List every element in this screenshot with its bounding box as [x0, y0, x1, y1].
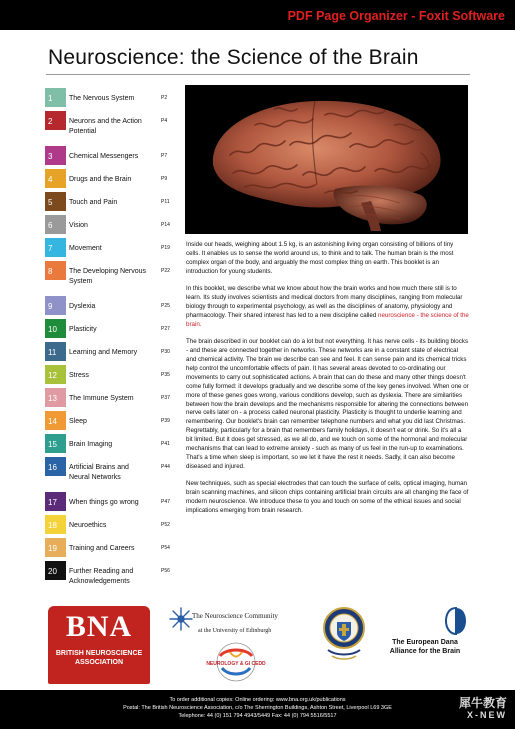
- toc-label: Vision: [69, 222, 88, 229]
- toc-page-number: P19: [161, 245, 170, 251]
- toc-number-badge: 2: [45, 111, 66, 130]
- toc-label: Touch and Pain: [69, 199, 118, 206]
- toc-number-badge: 10: [45, 319, 66, 338]
- logo-strip: [0, 604, 515, 690]
- toc-label: Brain Imaging: [69, 441, 113, 448]
- toc-number-badge: 1: [45, 88, 66, 107]
- toc-page-number: P11: [161, 199, 170, 205]
- toc-page-number: P52: [161, 522, 170, 528]
- title-divider: [46, 74, 470, 75]
- dana-alliance-logo: [388, 606, 472, 686]
- toc-page-number: P14: [161, 222, 170, 228]
- brain-illustration: [185, 85, 468, 234]
- toc-page-number: P7: [161, 153, 168, 159]
- dana-alliance-icon: [444, 606, 468, 636]
- brain-photo: [185, 85, 468, 234]
- toc-number-badge: 15: [45, 434, 66, 453]
- intro-paragraph-1: Inside our heads, weighing about 1.5 kg, is an astonishing living organ consisting of billions of tiny cells. It enables us to sense the world around us, to think and to talk. The human brain is the most complex organ of the body, and arguably the most complex thing on earth. This booklet is an introduction for young students.: [186, 241, 454, 275]
- bna-logo: [48, 606, 150, 684]
- intro-paragraph-2: [186, 285, 469, 330]
- toc-number-badge: 11: [45, 342, 66, 361]
- neuroscience-highlight: neuroscience - the science of the brain.: [186, 311, 469, 328]
- toc-label: The Nervous System: [69, 95, 135, 102]
- bna-logo-name: BRITISH NEUROSCIENCE ASSOCIATION: [55, 650, 143, 666]
- university-crest-icon: [322, 606, 366, 664]
- toc-page-number: P47: [161, 499, 170, 505]
- toc-label: Movement: [69, 245, 102, 252]
- toc-number-badge: 17: [45, 492, 66, 511]
- neurology-gi-cedd-logo: [206, 642, 266, 684]
- toc-page-number: P25: [161, 303, 170, 309]
- toc-label: Drugs and the Brain: [69, 176, 132, 183]
- toc-number-badge: 18: [45, 515, 66, 534]
- toc-label: Artificial Brains and Neural Networks: [69, 464, 129, 481]
- toc-label: When things go wrong: [69, 499, 139, 506]
- nsc-place: at the University of Edinburgh: [198, 628, 272, 634]
- toc-number-badge: 5: [45, 192, 66, 211]
- toc-label: Neuroethics: [69, 522, 107, 529]
- toc-number-badge: 4: [45, 169, 66, 188]
- toc-number-badge: 6: [45, 215, 66, 234]
- page-title: Neuroscience: the Science of the Brain: [48, 46, 419, 69]
- bna-logo-mark: BNA: [65, 610, 133, 643]
- toc-label: Dyslexia: [69, 303, 96, 310]
- footer-phone-line: Telephone: 44 (0) 151 794 4943/5449 Fax: 44 (0) 794 5516/5517: [178, 713, 337, 719]
- nsc-sub-label: NEUROLOGY & GI CEDD: [206, 661, 266, 667]
- footer-watermark-brand: 犀牛教育: [458, 696, 507, 710]
- intro-paragraph-3: The brain described in our booklet can do a lot but not everything. It has nerve cells - its building blocks - and these are connected together in networks. These networks are in a constant state of electrical and chemical activity. The brain we describe can see and feel. It can sense pain and its chemical tricks help control the uncomfortable effects of pain. It has several areas devoted to co-ordinating our movements to carry out sophisticated actions. A brain that can do these and many other things doesn't come fully formed: it develops gradually and we describe some of the key genes involved. When one or more of these genes goes wrong, various conditions develop, such as dyslexia. There are similarities between how the brain develops and the mechanisms responsible for altering the connections between nerve cells later on - a process called neuronal plasticity. Plasticity is thought to underlie learning and remembering. Our booklet's brain can remember telephone numbers and what you did last Christmas. Regrettably, particularly for a brain that remembers family holidays, it doesn't eat or drink. So it's all a bit limited. But it does get stressed, as we all do, and we touch on some of the hormonal and molecular mechanisms that can lead to extreme anxiety - such as many of us feel in the run-up to examinations. That's a time when sleep is important, so we let it have the rest it needs. Sadly, it can also become diseased and injured.: [186, 338, 469, 470]
- footer-order-line: To order additional copies: Online ordering: www.bna.org.uk/publications: [169, 697, 346, 703]
- toc-page-number: P35: [161, 372, 170, 378]
- toc-label: Stress: [69, 372, 89, 379]
- intro-text: [186, 241, 469, 524]
- toc-number-badge: 19: [45, 538, 66, 557]
- toc-page-number: P39: [161, 418, 170, 424]
- watermark-text: PDF Page Organizer - Foxit Software: [287, 9, 505, 23]
- toc-number-badge: 9: [45, 296, 66, 315]
- toc-page-number: P2: [161, 95, 168, 101]
- toc-page-number: P44: [161, 464, 170, 470]
- toc-number-badge: 12: [45, 365, 66, 384]
- neuroscience-community-logo: [168, 606, 308, 686]
- toc-label: Sleep: [69, 418, 87, 425]
- toc-page-number: P22: [161, 268, 170, 274]
- toc-page-number: P27: [161, 326, 170, 332]
- toc-label: Plasticity: [69, 326, 97, 333]
- toc-number-badge: 7: [45, 238, 66, 257]
- top-bar: [0, 0, 515, 30]
- footer: [0, 690, 515, 729]
- toc-page-number: P9: [161, 176, 168, 182]
- toc-label: Chemical Messengers: [69, 153, 139, 160]
- footer-postal-line: Postal: The British Neuroscience Association, c/o The Sherrington Buildings, Ashton Street, Liverpool L69 3GE: [123, 705, 392, 711]
- toc-page-number: P54: [161, 545, 170, 551]
- toc-label: Further Reading and Acknowledgements: [69, 568, 134, 585]
- toc-number-badge: 16: [45, 457, 66, 476]
- footer-watermark-sub: X-NEW: [467, 710, 507, 720]
- toc-label: Training and Careers: [69, 545, 135, 552]
- toc-label: The Immune System: [69, 395, 134, 402]
- toc-page-number: P4: [161, 118, 168, 124]
- toc-number-badge: 13: [45, 388, 66, 407]
- intro-paragraph-2-text: In this booklet, we describe what we know about how the brain works and how much there still is to learn. Its study involves scientists and medical doctors from many disciplines, ranging from molecular biology through to experimental psychology, as well as the disciplines of anatomy, physiology and pharmacology. Their shared interest has led to a new discipline called: [186, 285, 463, 319]
- toc-number-badge: 3: [45, 146, 66, 165]
- toc-number-badge: 20: [45, 561, 66, 580]
- toc-label: The Developing Nervous System: [69, 268, 147, 285]
- neuron-icon: [168, 606, 194, 632]
- toc-label: Neurons and the Action Potential: [69, 118, 142, 135]
- toc-number-badge: 8: [45, 261, 66, 280]
- toc-page-number: P30: [161, 349, 170, 355]
- toc-page-number: P56: [161, 568, 170, 574]
- intro-paragraph-4: New techniques, such as special electrodes that can touch the surface of cells, optical imaging, human brain scanning machines, and silicon chips containing artificial brain circuits are all changing the face of modern neuroscience. We introduce these to you and touch on some of the ethical issues and social implications emerging from brain research.: [186, 480, 469, 514]
- dana-alliance-name: The European Dana Alliance for the Brain: [389, 639, 461, 655]
- toc-number-badge: 14: [45, 411, 66, 430]
- toc-page-number: P41: [161, 441, 170, 447]
- nsc-name: The Neuroscience Community: [192, 612, 278, 620]
- toc-page-number: P37: [161, 395, 170, 401]
- toc-label: Learning and Memory: [69, 349, 138, 356]
